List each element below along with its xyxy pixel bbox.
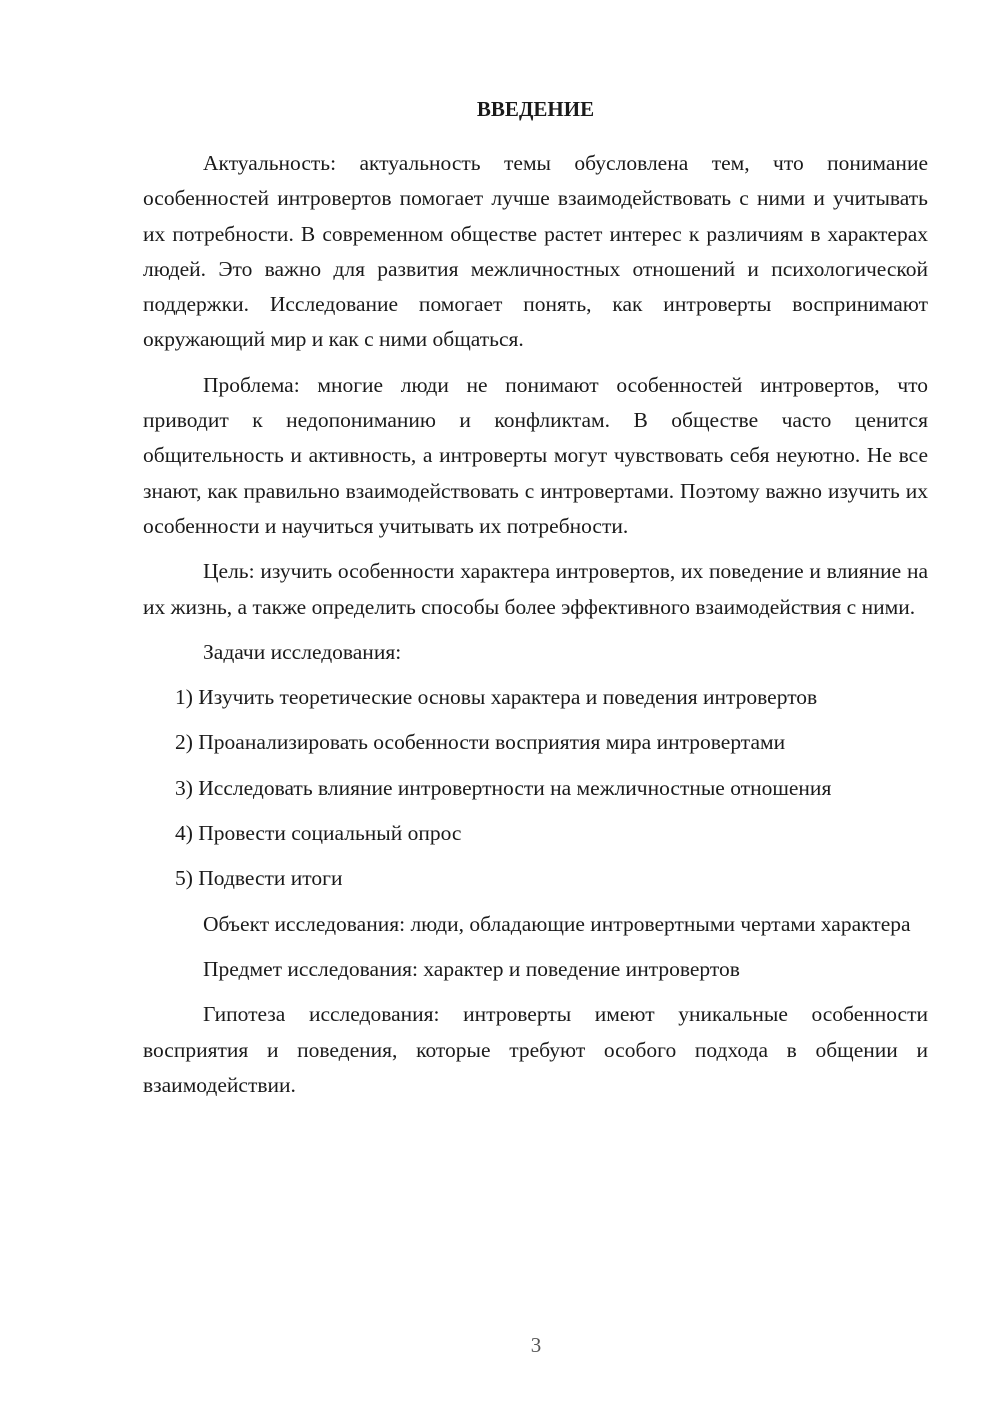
document-page (143, 92, 928, 1103)
paragraph-subject: Предмет исследования: характер и поведение интровертов (203, 956, 740, 981)
paragraph-goal: Цель: изучить особенности характера интровертов, их поведение и влияние на их жизнь, а также определить способы более эффективного взаимодействия с ними. (143, 559, 928, 619)
paragraph-object: Объект исследования: люди, обладающие интровертными чертами характера (203, 911, 911, 936)
task-item-5: 5) Подвести итоги (175, 866, 343, 891)
task-item-3: 3) Исследовать влияние интровертности на межличностные отношения (175, 775, 832, 800)
paragraph-relevance: Актуальность: актуальность темы обусловлена тем, что понимание особенностей интровертов помогает лучше взаимодействовать с ними и учитывать их потребности. В современном обществе растет интерес к различиям в характерах людей. Это важно для развития межличностных отношений и психологической поддержки. Исследование помогает понять, как интроверты воспринимают окружающий мир и как с ними общаться. (143, 151, 928, 352)
task-item-1: 1) Изучить теоретические основы характера и поведения интровертов (175, 685, 818, 710)
page-title: ВВЕДЕНИЕ (476, 97, 595, 121)
paragraph-problem: Проблема: многие люди не понимают особенностей интровертов, что приводит к недопониманию и конфликтам. В обществе часто ценится общительность и активность, а интроверты могут чувствовать себя неуютно. Не все знают, как правильно взаимодействовать с интровертами. Поэтому важно изучить их особенности и научиться учитывать их потребности. (143, 372, 928, 538)
task-item-2: 2) Проанализировать особенности восприятия мира интровертами (175, 730, 786, 755)
tasks-heading: Задачи исследования: (203, 639, 402, 664)
page-number: 3 (530, 1333, 542, 1357)
paragraph-hypothesis: Гипотеза исследования: интроверты имеют уникальные особенности восприятия и поведения, которые требуют особого подхода в общении и взаимодействии. (143, 1002, 928, 1097)
task-item-4: 4) Провести социальный опрос (175, 821, 462, 846)
